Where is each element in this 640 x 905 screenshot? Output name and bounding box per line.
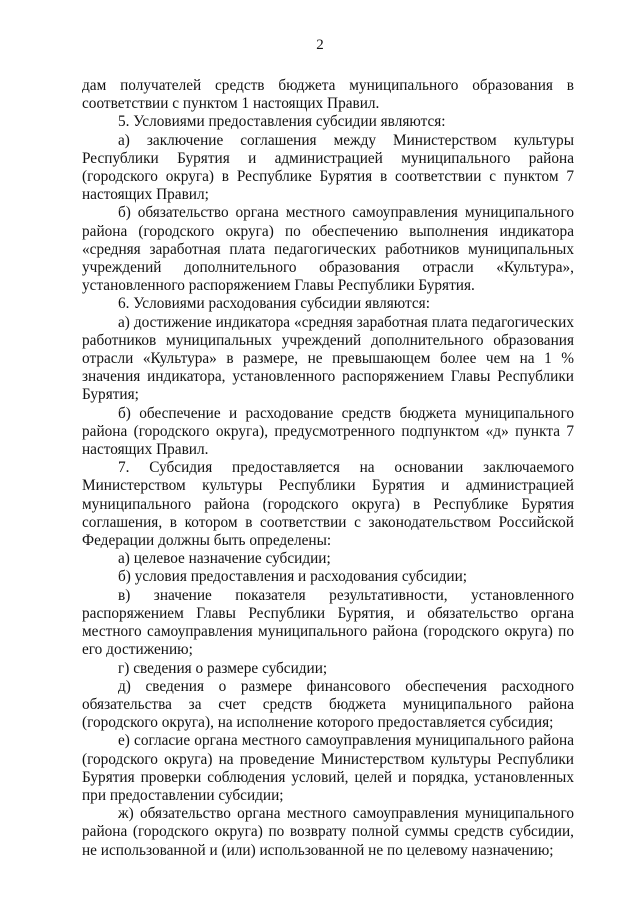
paragraph-item-7e: е) согласие органа местного самоуправления муниципального района (городского округа) на проведение Министерством культуры Республики Бурятия проверки соблюдения условий, целей и порядка, установленных при предоставлении субсидии; (82, 732, 574, 804)
paragraph-item-6a: а) достижение индикатора «средняя заработная плата педагогических работников муниципальных учреждений дополнительного образования отрасли «Культура» в размере, не превышающем более чем на 1 % значения индикатора, установленного распоряжением Главы Республики Бурятия; (82, 313, 574, 404)
paragraph-item-7: 7. Субсидия предоставляется на основании заключаемого Министерством культуры Республики Бурятия и администрацией муниципального района (городского округа) в Республике Бурятия соглашения, в котором в соответствии с законодательством Российской Федерации должны быть определены: (82, 459, 574, 550)
paragraph-item-7zh: ж) обязательство органа местного самоуправления муниципального района (городского округа) по возврату полной суммы средств субсидии, не использованной и (или) использованной не по целевому назначению; (82, 805, 574, 859)
paragraph-item-7d: д) сведения о размере финансового обеспечения расходного обязательства за счет средств бюджета муниципального района (городского округа), на исполнение которого предоставляется субсидия; (82, 677, 574, 732)
document-body (82, 77, 574, 860)
paragraph-item-7b: б) условия предоставления и расходования субсидии; (118, 568, 468, 586)
paragraph-item-7a: а) целевое назначение субсидии; (118, 550, 331, 568)
paragraph-item-6b: б) обеспечение и расходование средств бюджета муниципального района (городского округа), предусмотренного подпунктом «д» пункта 7 настоящих Правил. (82, 404, 574, 459)
paragraph-item-5a: а) заключение соглашения между Министерством культуры Республики Бурятия и администрацией муниципального района (городского округа) в Республике Бурятия в соответствии с пунктом 7 настоящих Правил; (82, 131, 574, 204)
paragraph-item-7v: в) значение показателя результативности, установленного распоряжением Главы Республики Бурятия, и обязательство органа местного самоуправления муниципального района (городского округа) по его достижению; (82, 586, 574, 659)
paragraph-item-7g: г) сведения о размере субсидии; (118, 659, 328, 677)
paragraph-continuation: дам получателей средств бюджета муниципального образования в соответствии с пунктом 1 настоящих Правил. (82, 77, 574, 113)
paragraph-item-5b: б) обязательство органа местного самоуправления муниципального района (городского округа) по обеспечению выполнения индикатора «средняя заработная плата педагогических работников муниципальных учреждений дополнительного образования отрасли «Культура», установленного распоряжением Главы Республики Бурятия. (82, 204, 574, 295)
paragraph-item-6: 6. Условиями расходования субсидии являются: (118, 295, 430, 313)
paragraph-item-5: 5. Условиями предоставления субсидии являются: (118, 113, 446, 131)
page-number: 2 (316, 37, 324, 53)
